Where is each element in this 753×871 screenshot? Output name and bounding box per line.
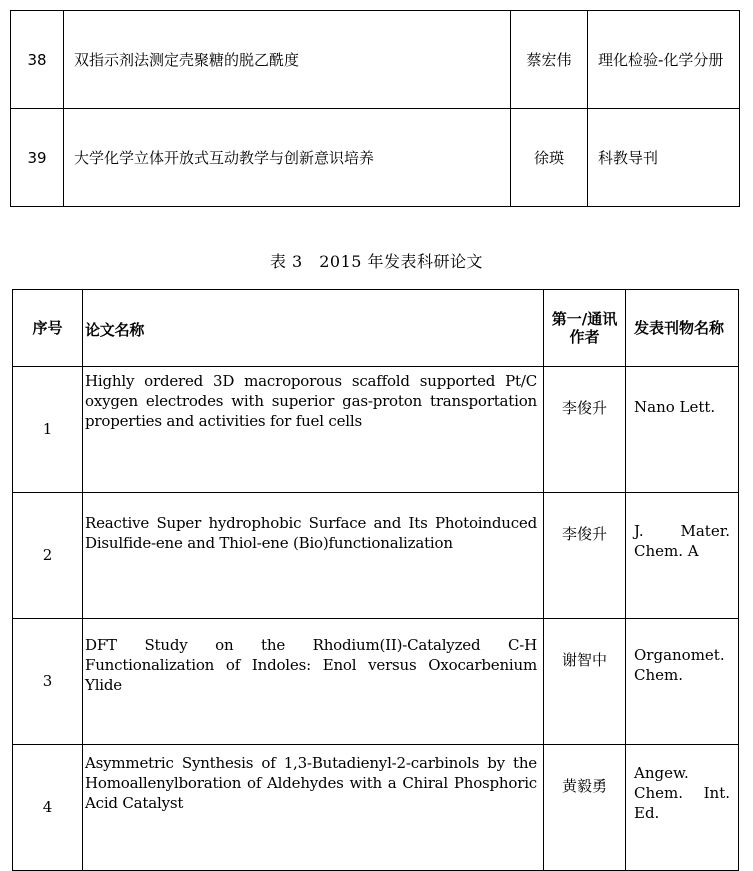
table-row [13,493,739,619]
table-caption: 表 3 2015 年发表科研论文 [269,252,484,271]
papers-table [12,289,739,871]
header-journal: 发表刊物名称 [626,290,739,367]
author: 李俊升 [544,493,626,619]
row-number: 4 [13,745,83,871]
journal: J. Mater. Chem. A [626,493,739,619]
row-number: 2 [13,493,83,619]
table-header-row [13,290,739,367]
journal: 理化检验-化学分册 [588,11,740,109]
author: 谢智中 [544,619,626,745]
table-row [13,619,739,745]
journal: Organomet. Chem. [626,619,739,745]
author: 黄毅勇 [544,745,626,871]
header-title: 论文名称 [83,290,544,367]
paper-title: 双指示剂法测定壳聚糖的脱乙酰度 [64,11,511,109]
row-number: 1 [13,367,83,493]
journal: Nano Lett. [626,367,739,493]
table-row [11,11,740,109]
paper-title: Highly ordered 3D macroporous scaffold supported Pt/C oxygen electrodes with superior gas-proton transportation properties and activities for fuel cells [83,367,544,493]
row-number: 39 [11,109,64,207]
paper-title: 大学化学立体开放式互动教学与创新意识培养 [64,109,511,207]
header-number: 序号 [13,290,83,367]
table-row [13,745,739,871]
header-author: 第一/通讯作者 [544,290,626,367]
author: 徐瑛 [511,109,588,207]
table-row [13,367,739,493]
row-number: 3 [13,619,83,745]
row-number: 38 [11,11,64,109]
journal: Angew. Chem. Int. Ed. [626,745,739,871]
table-row [11,109,740,207]
author: 蔡宏伟 [511,11,588,109]
previous-table [10,10,740,207]
paper-title: Reactive Super hydrophobic Surface and Its Photoinduced Disulfide-ene and Thiol-ene (Bio)functionalization [83,493,544,619]
paper-title: Asymmetric Synthesis of 1,3-Butadienyl-2-carbinols by the Homoallenylboration of Aldehydes with a Chiral Phosphoric Acid Catalyst [83,745,544,871]
journal: 科教导刊 [588,109,740,207]
paper-title: DFT Study on the Rhodium(II)-Catalyzed C-H Functionalization of Indoles: Enol versus Oxocarbenium Ylide [83,619,544,745]
author: 李俊升 [544,367,626,493]
